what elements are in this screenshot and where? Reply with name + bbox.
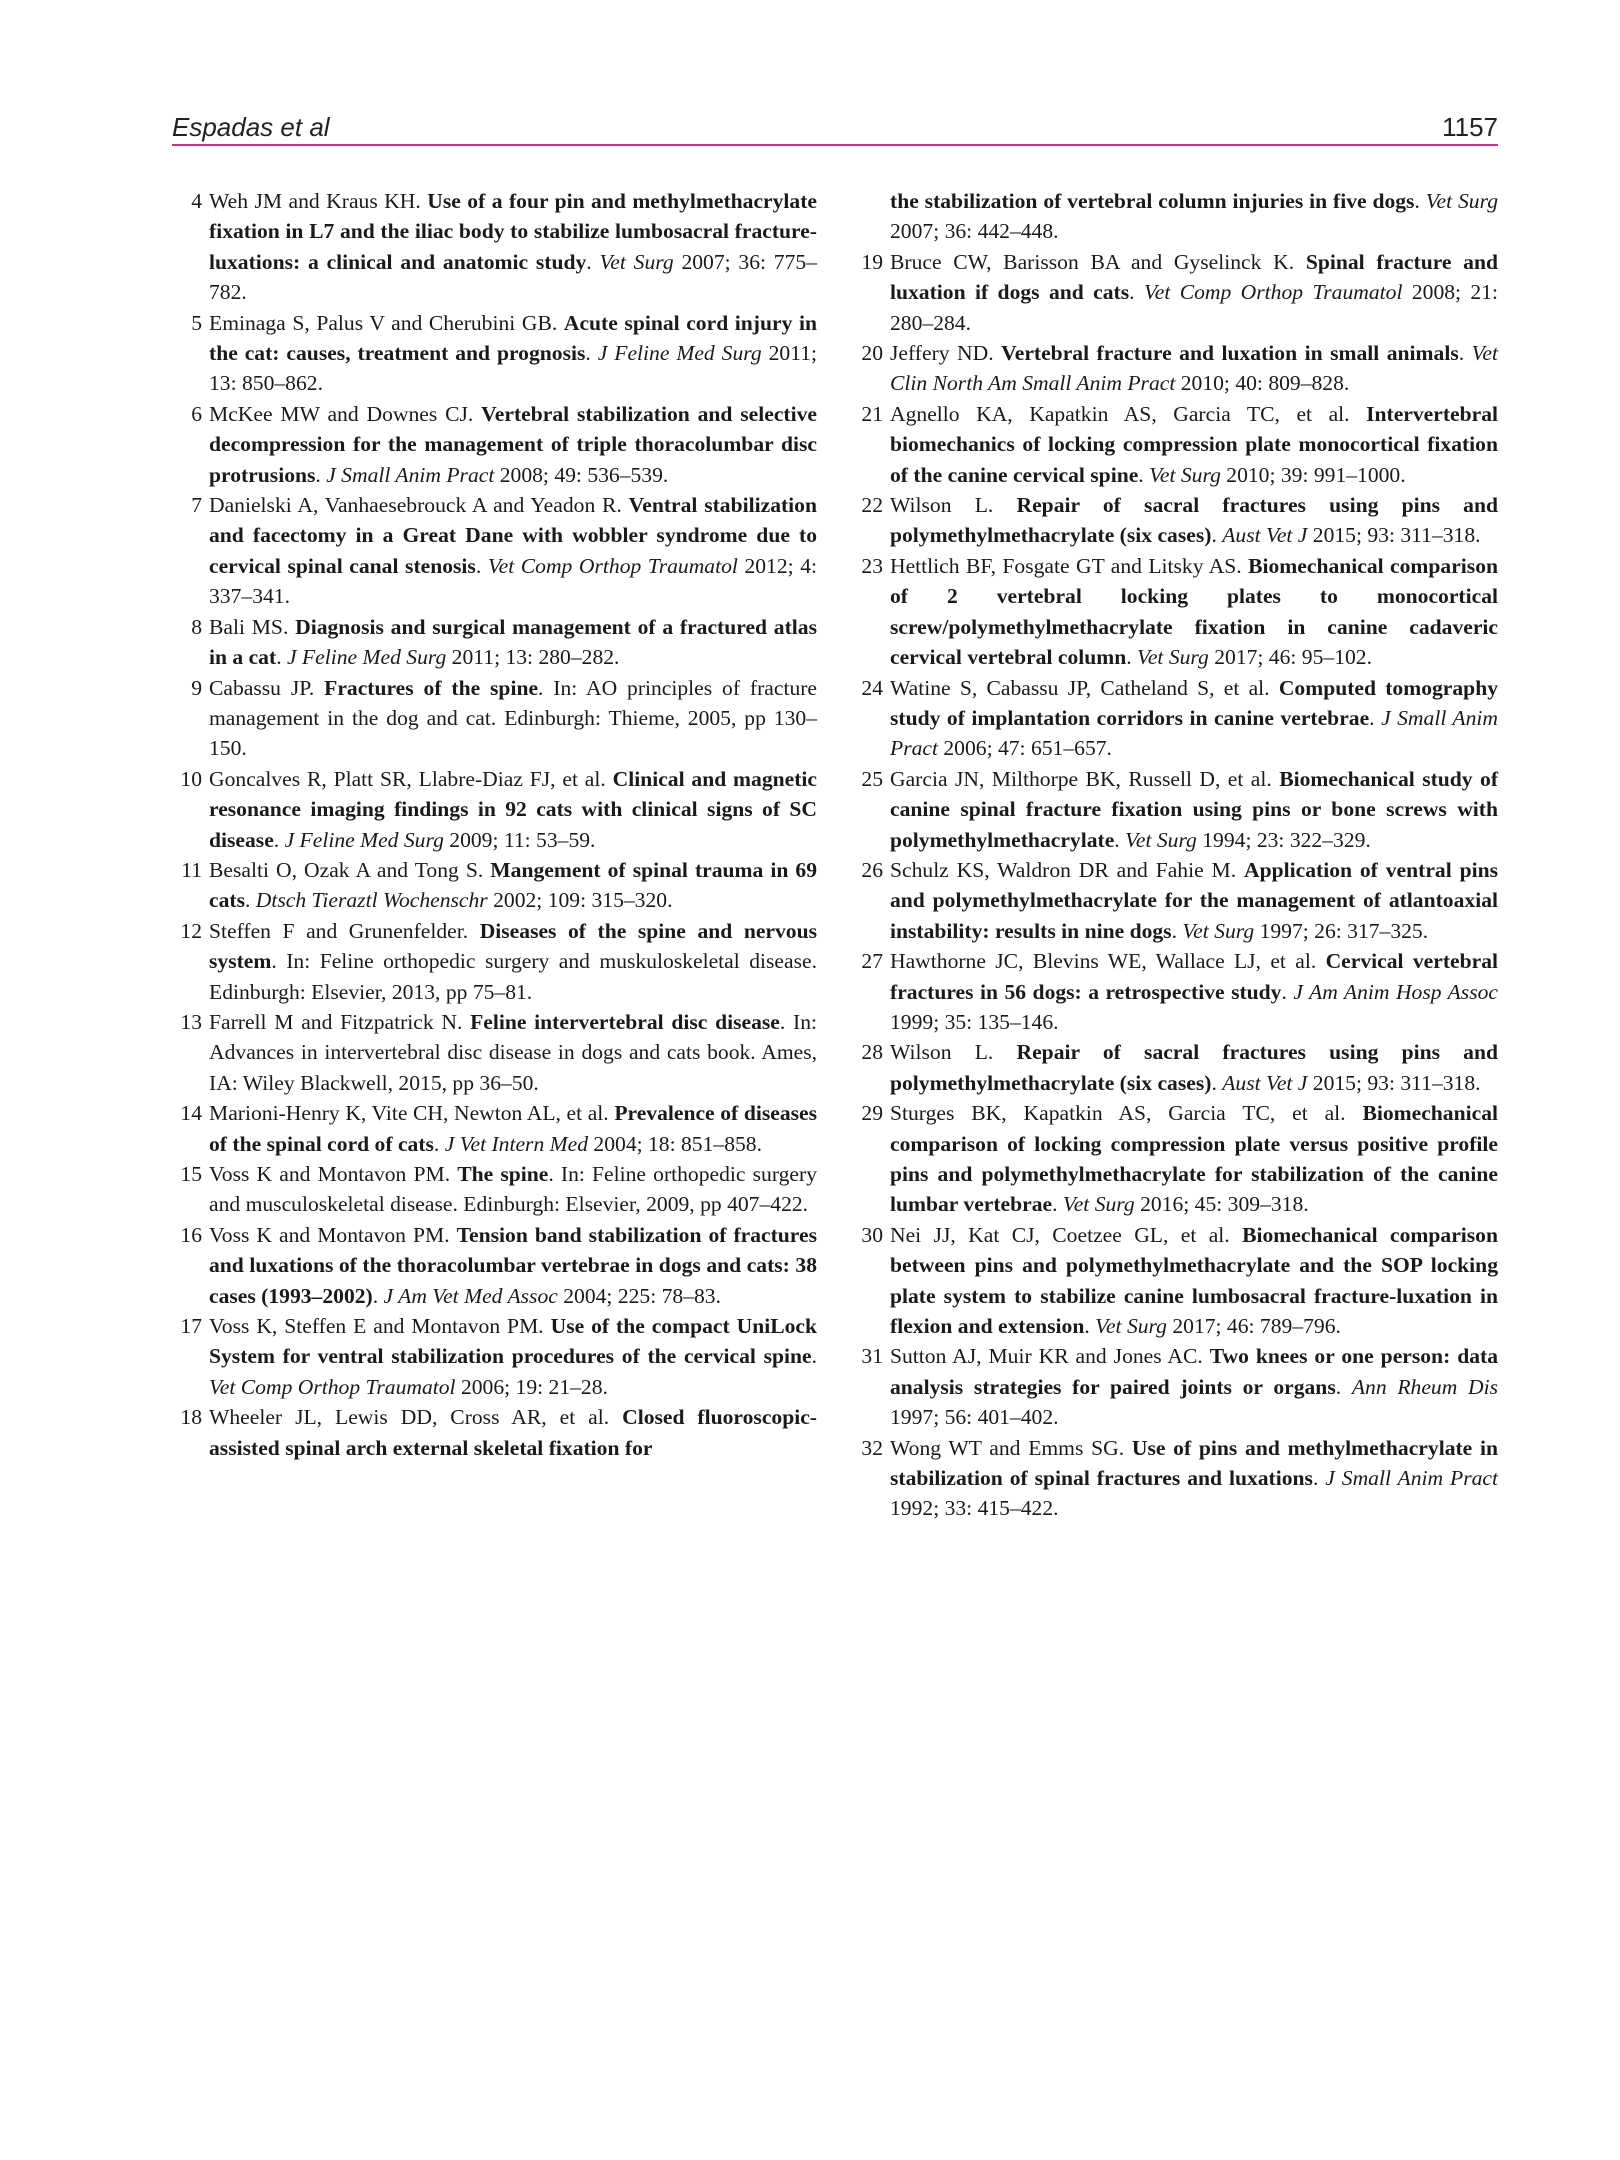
reference-number: 5	[191, 310, 202, 335]
reference-list-left-column	[172, 186, 817, 1463]
reference-journal: J Feline Med Surg	[286, 645, 447, 670]
reference-number: 30	[861, 1222, 883, 1247]
reference-journal: Vet Clin North Am Small Anim Pract	[890, 341, 1499, 396]
reference-authors: Jeffery ND.	[890, 341, 1002, 366]
reference-journal: Aust Vet J	[1222, 523, 1308, 548]
reference-journal: Vet Comp Orthop Traumatol	[1143, 280, 1403, 305]
reference-authors: Wilson L.	[890, 493, 1017, 518]
reference-item: 27 Hawthorne JC, Blevins WE, Wallace LJ, et al. Cervical vertebral fractures in 56 dogs: a retrospective study. J Am Anim Hosp Assoc 1999; 35: 135–146.	[853, 946, 1498, 1037]
reference-details: 2015; 93: 311–318.	[1307, 523, 1481, 548]
reference-item: 24 Watine S, Cabassu JP, Catheland S, et al. Computed tomography study of implantation corridors in canine vertebrae. J Small Anim Pract 2006; 47: 651–657.	[853, 673, 1498, 764]
reference-journal: J Am Vet Med Assoc	[383, 1283, 558, 1308]
reference-number: 15	[180, 1162, 202, 1186]
reference-details: 2017; 46: 95–102.	[1208, 645, 1372, 670]
reference-number: 25	[861, 766, 883, 791]
reference-number: 16	[180, 1222, 202, 1247]
reference-authors: Voss K and Montavon PM.	[209, 1162, 458, 1186]
reference-title: Use of a four pin and methylmethacrylate fixation in L7 and the iliac body to stabilize lumbosacral fracture-luxations: a clinical and anatomic study	[209, 189, 817, 274]
reference-journal: Vet Surg	[1125, 827, 1197, 852]
reference-item: 26 Schulz KS, Waldron DR and Fahie M. Application of ventral pins and polymethylmethacrylate for the management of atlantoaxial instability: results in nine dogs. Vet Surg 1997; 26: 317–325.	[853, 855, 1498, 946]
reference-title: Cervical vertebral fractures in 56 dogs: a retrospective study	[890, 949, 1498, 1004]
reference-authors: Farrell M and Fitzpatrick N.	[209, 1009, 471, 1034]
reference-item	[172, 1159, 817, 1220]
reference-authors: Danielski A, Vanhaesebrouck A and Yeadon R.	[209, 493, 629, 518]
reference-journal: Vet Surg	[1425, 189, 1499, 213]
reference-authors: Agnello KA, Kapatkin AS, Garcia TC, et al.	[890, 401, 1367, 426]
reference-title: Biomechanical comparison of 2 vertebral locking plates to monocortical screw/polymethylmethacrylate fixation in canine cadaveric cervical vertebral column	[890, 553, 1499, 670]
reference-item	[172, 673, 817, 764]
reference-item: 32 Wong WT and Emms SG. Use of pins and methylmethacrylate in stabilization of spinal fractures and luxations. J Small Anim Pract 1992; 33: 415–422.	[853, 1433, 1498, 1524]
reference-title: Acute spinal cord injury in the cat: causes, treatment and prognosis	[209, 310, 817, 366]
reference-number: 31	[861, 1344, 883, 1369]
reference-number: 13	[180, 1009, 202, 1034]
reference-number: 20	[861, 341, 883, 366]
reference-authors: Voss K and Montavon PM.	[209, 1222, 457, 1247]
reference-title: Application of ventral pins and polymethylmethacrylate for the management of atlantoaxial instability: results in nine dogs	[890, 857, 1498, 943]
reference-item	[172, 1402, 817, 1463]
running-header	[172, 108, 1498, 146]
reference-item: 19 Bruce CW, Barisson BA and Gyselinck K. Spinal fracture and luxation if dogs and cats. Vet Comp Orthop Traumatol 2008; 21: 280–284.	[853, 247, 1498, 338]
reference-journal: Vet Surg	[1137, 645, 1209, 670]
reference-title: Prevalence of diseases of the spinal cord of cats	[209, 1101, 818, 1156]
reference-details: 2011; 13: 280–282.	[446, 645, 620, 670]
reference-item: 11 Besalti O, Ozak A and Tong S. Mangement of spinal trauma in 69 cats. Dtsch Tieraztl Wochenschr 2002; 109: 315–320.	[172, 855, 817, 916]
reference-journal: Ann Rheum Dis	[1351, 1374, 1498, 1399]
reference-journal: J Small Anim Pract	[890, 705, 1498, 761]
reference-number: 18	[180, 1405, 202, 1430]
reference-item	[172, 1007, 817, 1098]
reference-title: Closed fluoroscopic-assisted spinal arch external skeletal fixation for	[209, 1405, 817, 1460]
reference-number: 10	[180, 766, 202, 791]
reference-number: 4	[191, 189, 202, 213]
reference-item: 14 Marioni-Henry K, Vite CH, Newton AL, et al. Prevalence of diseases of the spinal cord of cats. J Vet Intern Med 2004; 18: 851–858.	[172, 1098, 817, 1159]
reference-details: 2016; 45: 309–318.	[1134, 1192, 1309, 1217]
reference-authors: Hawthorne JC, Blevins WE, Wallace LJ, et al.	[890, 949, 1326, 974]
reference-number: 12	[180, 918, 202, 943]
reference-details: 1997; 26: 317–325.	[1254, 918, 1429, 943]
reference-item: 23 Hettlich BF, Fosgate GT and Litsky AS. Biomechanical comparison of 2 vertebral locking plates to monocortical screw/polymethylmethacrylate fixation in canine cadaveric cervical vertebral column. Vet Surg 2017; 46: 95–102.	[853, 551, 1498, 673]
reference-journal: J Small Anim Pract	[326, 462, 495, 487]
reference-title: Ventral stabilization and facectomy in a Great Dane with wobbler syndrome due to cervical spinal canal stenosis	[209, 493, 817, 578]
reference-authors: Hettlich BF, Fosgate GT and Litsky AS.	[890, 553, 1249, 578]
reference-number: 11	[181, 857, 202, 882]
reference-title: The spine	[457, 1162, 549, 1186]
reference-details: . In: Advances in intervertebral disc disease in dogs and cats book. Ames, IA: Wiley Blackwell, 2015, pp 36–50.	[209, 1009, 817, 1095]
reference-details: . In: Feline orthopedic surgery and muskuloskeletal disease. Edinburgh: Elsevier, 2013, pp 75–81.	[209, 949, 817, 1004]
reference-number: 24	[861, 675, 883, 700]
reference-title: Mangement of spinal trauma in 69 cats	[209, 857, 817, 913]
reference-list-right-column	[853, 186, 1498, 1524]
reference-title: Feline intervertebral disc disease	[470, 1009, 780, 1034]
reference-title: Diseases of the spine and nervous system	[209, 918, 818, 974]
reference-number: 32	[861, 1435, 883, 1460]
reference-item: 29 Sturges BK, Kapatkin AS, Garcia TC, et al. Biomechanical comparison of locking compression plate versus positive profile pins and polymethylmethacrylate for stabilization of the canine lumbar vertebrae. Vet Surg 2016; 45: 309–318.	[853, 1098, 1498, 1220]
reference-details: 2010; 40: 809–828.	[1175, 371, 1350, 396]
reference-authors: Schulz KS, Waldron DR and Fahie M.	[890, 857, 1245, 882]
reference-details: 2017; 46: 789–796.	[1166, 1314, 1341, 1339]
page-number: 1157	[1442, 112, 1498, 142]
reference-number: 9	[191, 675, 202, 700]
reference-title: Repair of sacral fractures using pins and polymethylmethacrylate (six cases)	[890, 493, 1498, 548]
reference-item: 28 Wilson L. Repair of sacral fractures using pins and polymethylmethacrylate (six cases). Aust Vet J 2015; 93: 311–318.	[853, 1037, 1498, 1098]
reference-title: Two knees or one person: data analysis strategies for paired joints or organs	[890, 1344, 1498, 1399]
reference-authors: Eminaga S, Palus V and Cherubini GB.	[209, 310, 564, 335]
reference-item: 10 Goncalves R, Platt SR, Llabre-Diaz FJ, et al. Clinical and magnetic resonance imaging findings in 92 cats with clinical signs of SC disease. J Feline Med Surg 2009; 11: 53–59.	[172, 764, 817, 855]
reference-item: 20 Jeffery ND. Vertebral fracture and luxation in small animals. Vet Clin North Am Small Anim Pract 2010; 40: 809–828.	[853, 338, 1498, 399]
reference-journal: Vet Comp Orthop Traumatol	[209, 1374, 456, 1399]
reference-number: 27	[861, 949, 883, 974]
reference-authors: Besalti O, Ozak A and Tong S.	[209, 857, 491, 882]
reference-item: 8 Bali MS. Diagnosis and surgical management of a fractured atlas in a cat. J Feline Med Surg 2011; 13: 280–282.	[172, 612, 817, 673]
reference-authors: Sturges BK, Kapatkin AS, Garcia TC, et al.	[890, 1101, 1363, 1126]
reference-journal: Vet Surg	[1095, 1314, 1167, 1339]
reference-authors: Goncalves R, Platt SR, Llabre-Diaz FJ, et al.	[209, 766, 613, 791]
reference-details: 2008; 49: 536–539.	[494, 462, 669, 487]
reference-authors: Weh JM and Kraus KH.	[209, 189, 428, 213]
reference-item: 4 Weh JM and Kraus KH. Use of a four pin and methylmethacrylate fixation in L7 and the iliac body to stabilize lumbosacral fracture-luxations: a clinical and anatomic study. Vet Surg 2007; 36: 775–782.	[172, 186, 817, 308]
reference-details: 2007; 36: 442–448.	[890, 219, 1059, 244]
reference-title: Repair of sacral fractures using pins and polymethylmethacrylate (six cases)	[890, 1040, 1498, 1095]
reference-authors: Marioni-Henry K, Vite CH, Newton AL, et al.	[209, 1101, 615, 1126]
reference-title: Computed tomography study of implantation corridors in canine vertebrae	[890, 675, 1498, 730]
reference-journal: Vet Surg	[1182, 918, 1255, 943]
reference-number: 26	[861, 857, 883, 882]
reference-authors: Cabassu JP.	[209, 675, 325, 700]
reference-journal: J Feline Med Surg	[284, 827, 444, 852]
reference-authors: Watine S, Cabassu JP, Catheland S, et al.	[890, 675, 1279, 700]
reference-details: 2004; 18: 851–858.	[588, 1131, 762, 1156]
reference-item: 6 McKee MW and Downes CJ. Vertebral stabilization and selective decompression for the management of triple thoracolumbar disc protrusions. J Small Anim Pract 2008; 49: 536–539.	[172, 399, 817, 490]
reference-item	[172, 916, 817, 1007]
reference-authors: McKee MW and Downes CJ.	[209, 401, 482, 426]
reference-number: 17	[180, 1314, 202, 1339]
reference-title: Biomechanical comparison between pins and polymethylmethacrylate and the SOP locking plate system to stabilize canine lumbosacral fracture-luxation in flexion and extension	[890, 1222, 1498, 1339]
reference-title: Intervertebral biomechanics of locking compression plate monocortical fixation of the canine cervical spine	[890, 401, 1498, 487]
reference-journal: Dtsch Tieraztl Wochenschr	[255, 888, 488, 913]
reference-authors: Sutton AJ, Muir KR and Jones AC.	[890, 1344, 1210, 1369]
reference-details: 1999; 35: 135–146.	[890, 1009, 1059, 1034]
reference-number: 22	[861, 493, 883, 518]
reference-journal: J Am Anim Hosp Assoc	[1293, 979, 1498, 1004]
reference-item: 21 Agnello KA, Kapatkin AS, Garcia TC, et al. Intervertebral biomechanics of locking compression plate monocortical fixation of the canine cervical spine. Vet Surg 2010; 39: 991–1000.	[853, 399, 1498, 490]
reference-title: Fractures of the spine	[324, 675, 539, 700]
reference-title: the stabilization of vertebral column injuries in five dogs	[890, 189, 1415, 213]
reference-item: 7 Danielski A, Vanhaesebrouck A and Yeadon R. Ventral stabilization and facectomy in a Great Dane with wobbler syndrome due to cervical spinal canal stenosis. Vet Comp Orthop Traumatol 2012; 4: 337–341.	[172, 490, 817, 612]
reference-authors: Steffen F and Grunenfelder.	[209, 918, 480, 943]
reference-details: 1992; 33: 415–422.	[890, 1496, 1059, 1521]
reference-number: 14	[180, 1101, 202, 1126]
reference-authors: Garcia JN, Milthorpe BK, Russell D, et al.	[890, 766, 1280, 791]
reference-item: 30 Nei JJ, Kat CJ, Coetzee GL, et al. Biomechanical comparison between pins and polymethylmethacrylate and the SOP locking plate system to stabilize canine lumbosacral fracture-luxation in flexion and extension. Vet Surg 2017; 46: 789–796.	[853, 1220, 1498, 1342]
reference-title: Diagnosis and surgical management of a fractured atlas in a cat	[209, 614, 817, 670]
reference-details: 2006; 47: 651–657.	[937, 736, 1112, 761]
reference-details: 2002; 109: 315–320.	[487, 888, 673, 913]
reference-authors: Wong WT and Emms SG.	[890, 1435, 1132, 1460]
reference-journal: Aust Vet J	[1222, 1070, 1308, 1095]
reference-details: 1997; 56: 401–402.	[890, 1405, 1059, 1430]
reference-number: 28	[861, 1040, 883, 1065]
reference-title: Use of the compact UniLock System for ventral stabilization procedures of the cervical spine	[209, 1314, 817, 1369]
reference-details: 2015; 93: 311–318.	[1307, 1070, 1481, 1095]
reference-item: 5 Eminaga S, Palus V and Cherubini GB. Acute spinal cord injury in the cat: causes, treatment and prognosis. J Feline Med Surg 2011; 13: 850–862.	[172, 308, 817, 399]
reference-details: 2011; 13: 850–862.	[209, 341, 817, 396]
reference-journal: J Feline Med Surg	[597, 341, 762, 366]
reference-details: 2012; 4: 337–341.	[209, 553, 818, 609]
reference-number: 7	[191, 493, 202, 518]
reference-authors: Voss K, Steffen E and Montavon PM.	[209, 1314, 551, 1339]
reference-item: 22 Wilson L. Repair of sacral fractures using pins and polymethylmethacrylate (six cases). Aust Vet J 2015; 93: 311–318.	[853, 490, 1498, 551]
reference-item: 31 Sutton AJ, Muir KR and Jones AC. Two knees or one person: data analysis strategies for paired joints or organs. Ann Rheum Dis 1997; 56: 401–402.	[853, 1341, 1498, 1432]
reference-journal: J Small Anim Pract	[1325, 1466, 1498, 1491]
reference-details: 1994; 23: 322–329.	[1196, 827, 1371, 852]
reference-number: 21	[861, 401, 883, 426]
reference-authors: Wheeler JL, Lewis DD, Cross AR, et al.	[209, 1405, 623, 1430]
reference-authors: Bali MS.	[209, 614, 296, 639]
reference-details: 2004; 225: 78–83.	[557, 1283, 721, 1308]
reference-title: Clinical and magnetic resonance imaging findings in 92 cats with clinical signs of SC disease	[209, 766, 818, 852]
running-header-author: Espadas et al	[172, 112, 330, 142]
reference-number: 23	[861, 553, 883, 578]
reference-journal: Vet Surg	[1062, 1192, 1135, 1217]
reference-item: 17 Voss K, Steffen E and Montavon PM. Use of the compact UniLock System for ventral stabilization procedures of the cervical spine. Vet Comp Orthop Traumatol 2006; 19: 21–28.	[172, 1311, 817, 1402]
reference-journal: J Vet Intern Med	[444, 1131, 589, 1156]
reference-title: Vertebral stabilization and selective decompression for the management of triple thoracolumbar disc protrusions	[209, 401, 817, 487]
reference-details: 2009; 11: 53–59.	[443, 827, 596, 852]
reference-journal: Vet Comp Orthop Traumatol	[487, 553, 738, 578]
reference-number: 19	[861, 249, 883, 274]
reference-authors: Bruce CW, Barisson BA and Gyselinck K.	[890, 249, 1306, 274]
reference-details: 2006; 19: 21–28.	[455, 1374, 608, 1399]
reference-number: 29	[861, 1101, 883, 1126]
reference-authors: Nei JJ, Kat CJ, Coetzee GL, et al.	[890, 1222, 1243, 1247]
reference-title: Vertebral fracture and luxation in small animals	[1001, 341, 1459, 366]
reference-details: 2010; 39: 991–1000.	[1220, 462, 1406, 487]
reference-number: 8	[191, 614, 202, 639]
reference-item: 25 Garcia JN, Milthorpe BK, Russell D, et al. Biomechanical study of canine spinal fracture fixation using pins or bone screws with polymethylmethacrylate. Vet Surg 1994; 23: 322–329.	[853, 764, 1498, 855]
reference-details: . In: Feline orthopedic surgery and musculoskeletal disease. Edinburgh: Elsevier, 2009, pp 407–422.	[209, 1162, 818, 1217]
reference-title: Use of pins and methylmethacrylate in stabilization of spinal fractures and luxations	[890, 1435, 1498, 1491]
reference-title: Tension band stabilization of fractures and luxations of the thoracolumbar vertebrae in dogs and cats: 38 cases (1993–2002)	[209, 1222, 817, 1308]
reference-details: 2008; 21: 280–284.	[890, 280, 1499, 335]
reference-item: 16 Voss K and Montavon PM. Tension band stabilization of fractures and luxations of the thoracolumbar vertebrae in dogs and cats: 38 cases (1993–2002). J Am Vet Med Assoc 2004; 225: 78–83.	[172, 1220, 817, 1311]
reference-authors: Wilson L.	[890, 1040, 1017, 1065]
reference-number: 6	[191, 401, 202, 426]
reference-title: Biomechanical study of canine spinal fracture fixation using pins or bone screws with polymethylmethacrylate	[890, 766, 1499, 852]
reference-journal: Vet Surg	[1149, 462, 1221, 487]
reference-details: 2007; 36: 775–782.	[209, 249, 817, 305]
reference-item: the stabilization of vertebral column injuries in five dogs. Vet Surg 2007; 36: 442–448.	[890, 189, 1499, 244]
reference-details: . In: AO principles of fracture management in the dog and cat. Edinburgh: Thieme, 2005, pp 130–150.	[209, 675, 818, 761]
reference-title: Biomechanical comparison of locking compression plate versus positive profile pins and polymethylmethacrylate for stabilization of the canine lumbar vertebrae	[890, 1101, 1498, 1217]
reference-journal: Vet Surg	[599, 249, 674, 274]
reference-title: Spinal fracture and luxation if dogs and cats	[890, 249, 1498, 305]
